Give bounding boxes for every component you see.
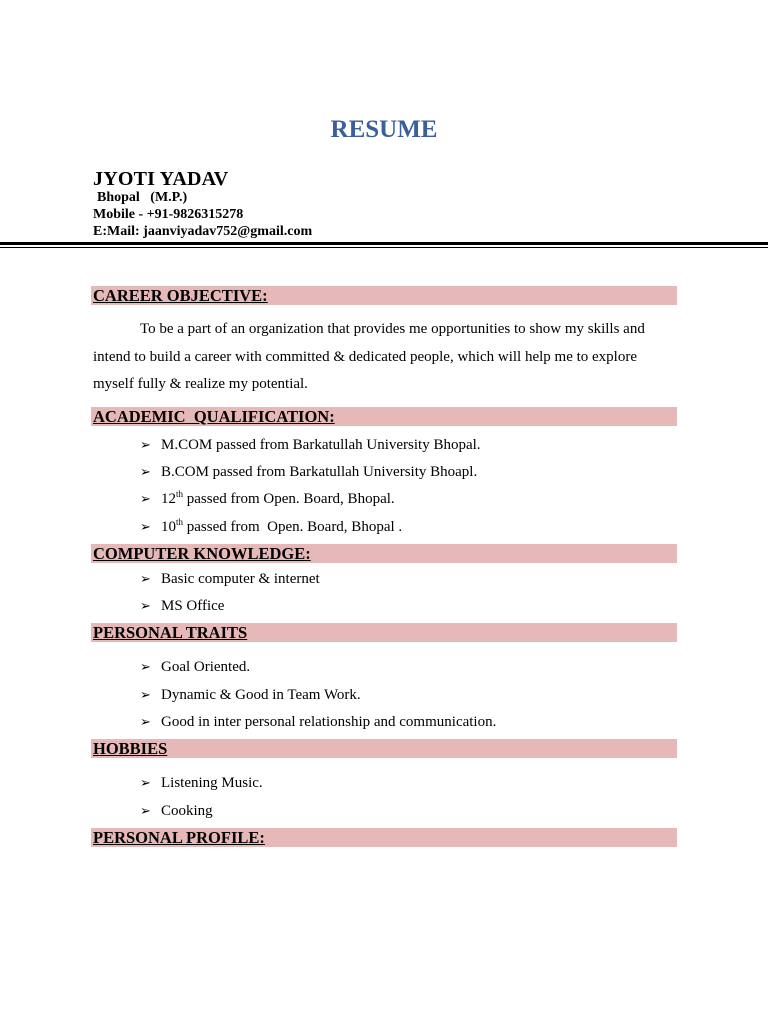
arrowhead-icon: ➢ (140, 438, 151, 453)
arrowhead-icon: ➢ (140, 715, 151, 730)
arrowhead-icon: ➢ (140, 520, 151, 535)
arrowhead-icon: ➢ (140, 688, 151, 703)
arrowhead-icon: ➢ (140, 492, 151, 507)
career-objective-text: To be a part of an organization that provides me opportunities to show my skills and intend to build a career with committed & dedicated people, which will help me to explore myself fully & realize my potential. (93, 321, 645, 392)
section-heading: HOBBIES (93, 739, 168, 758)
list-item: ➢ Cooking (140, 803, 213, 819)
section-career-objective (91, 286, 677, 305)
arrowhead-icon: ➢ (140, 660, 151, 675)
arrowhead-icon: ➢ (140, 465, 151, 480)
list-item: ➢ M.COM passed from Barkatullah University Bhopal. (140, 437, 481, 453)
section-heading: ACADEMIC QUALIFICATION: (93, 407, 335, 426)
section-heading: PERSONAL TRAITS (93, 623, 248, 642)
list-item: ➢ Good in inter personal relationship and communication. (140, 714, 497, 730)
arrowhead-icon: ➢ (140, 572, 151, 587)
list-item: ➢ Dynamic & Good in Team Work. (140, 687, 361, 703)
section-heading: CAREER OBJECTIVE: (93, 286, 268, 305)
section-heading: COMPUTER KNOWLEDGE: (93, 544, 311, 563)
section-heading: PERSONAL PROFILE: (93, 828, 265, 847)
list-item: ➢ MS Office (140, 598, 225, 614)
arrowhead-icon: ➢ (140, 804, 151, 819)
location: Bhopal (M.P.) (97, 190, 188, 205)
list-item: ➢ Basic computer & internet (140, 571, 320, 587)
section-personal-traits (91, 623, 677, 642)
email-address: E:Mail: jaanviyadav752@gmail.com (93, 224, 313, 239)
mobile-number: Mobile - +91-9826315278 (93, 207, 244, 222)
arrowhead-icon: ➢ (140, 599, 151, 614)
candidate-name: JYOTI YADAV (93, 168, 229, 190)
section-hobbies (91, 739, 677, 758)
list-item: ➢ 12th passed from Open. Board, Bhopal. (140, 489, 395, 507)
section-personal-profile (91, 828, 677, 847)
list-item: ➢ B.COM passed from Barkatullah University Bhoapl. (140, 464, 478, 480)
section-academic-qualification (91, 407, 677, 426)
header-divider-thin (0, 247, 768, 248)
list-item: ➢ 10th passed from Open. Board, Bhopal . (140, 517, 403, 535)
resume-title: RESUME (330, 116, 438, 143)
list-item: ➢ Goal Oriented. (140, 659, 251, 675)
header-divider-thick (0, 242, 768, 245)
section-computer-knowledge (91, 544, 677, 563)
list-item: ➢ Listening Music. (140, 775, 263, 791)
arrowhead-icon: ➢ (140, 776, 151, 791)
